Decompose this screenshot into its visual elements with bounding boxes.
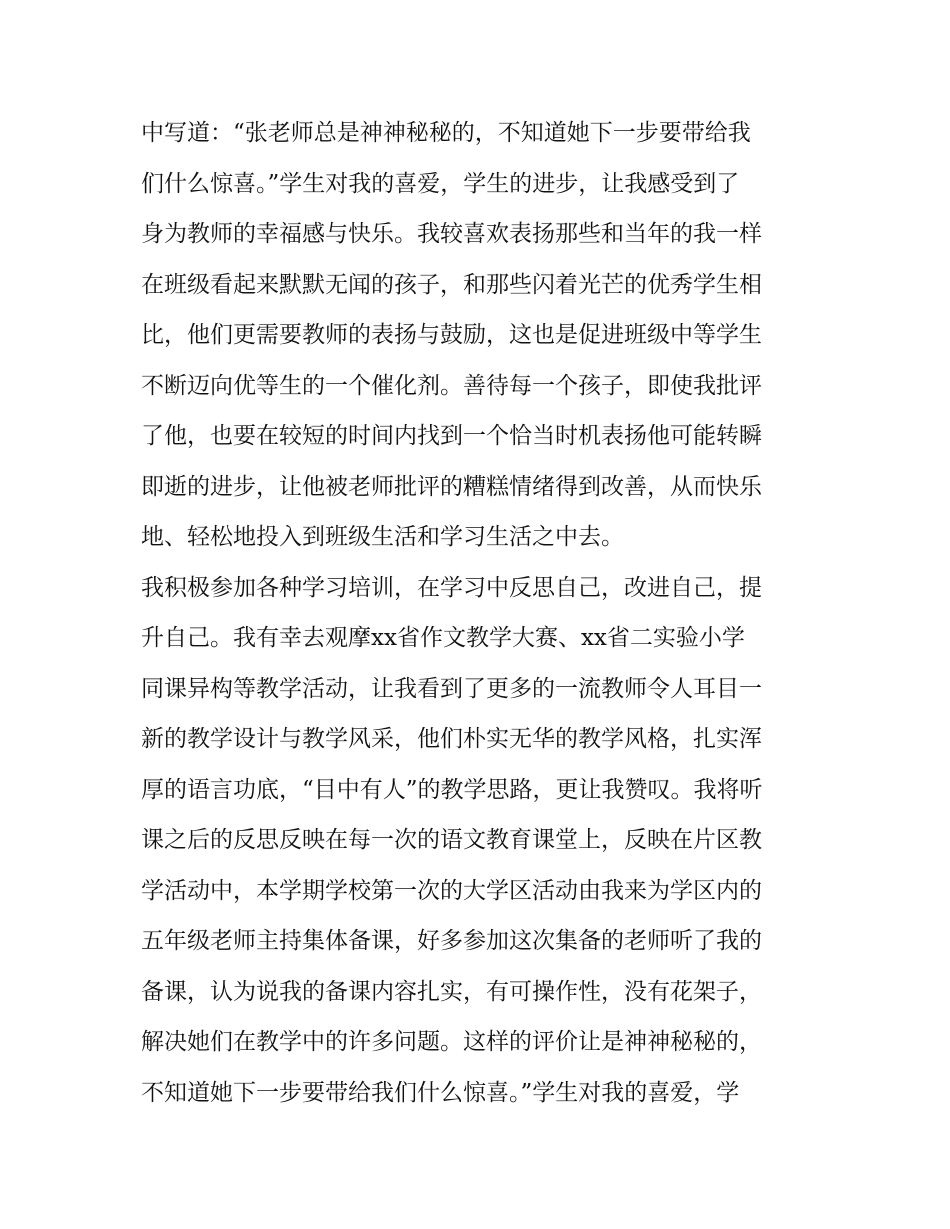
text-line: 身为教师的幸福感与快乐。我较喜欢表扬那些和当年的我一样: [141, 221, 762, 247]
text-line: 同课异构等教学活动，让我看到了更多的一流教师令人耳目一: [141, 675, 762, 702]
text-line: 备课，认为说我的备课内容扎实，有可操作性，没有花架子，: [141, 978, 762, 1005]
text-line: 我积极参加各种学习培训，在学习中反思自己，改进自己，提: [141, 574, 762, 601]
text-line: 学活动中，本学期学校第一次的大学区活动由我来为学区内的: [141, 877, 762, 904]
text-line: 地、轻松地投入到班级生活和学习生活之中去。: [141, 524, 624, 550]
body-text: [141, 108, 821, 1118]
text-line: 五年级老师主持集体备课，好多参加这次集备的老师听了我的: [141, 928, 762, 954]
text-line: 课之后的反思反映在每一次的语文教育课堂上，反映在片区教: [141, 827, 762, 853]
text-line: 新的教学设计与教学风采，他们朴实无华的教学风格，扎实浑: [141, 726, 762, 752]
text-line: 比，他们更需要教师的表扬与鼓励，这也是促进班级中等学生: [141, 322, 762, 348]
text-line: 解决她们在教学中的许多问题。这样的评价让是神神秘秘的，: [141, 1029, 762, 1055]
text-line: 不断迈向优等生的一个催化剂。善待每一个孩子，即使我批评: [141, 372, 762, 399]
text-line: 厚的语言功底，“目中有人”的教学思路，更让我赞叹。我将听: [141, 776, 763, 803]
text-line: 不知道她下一步要带给我们什么惊喜。”学生对我的喜爱，学: [141, 1079, 740, 1106]
text-line: 升自己。我有幸去观摩xx省作文教学大赛、xx省二实验小学: [141, 625, 745, 651]
text-line: 在班级看起来默默无闻的孩子，和那些闪着光芒的优秀学生相: [141, 271, 762, 298]
text-line: 中写道：“张老师总是神神秘秘的，不知道她下一步要带给我: [141, 120, 751, 146]
text-line: 即逝的进步，让他被老师批评的糟糕情绪得到改善，从而快乐: [141, 473, 762, 500]
text-line: 们什么惊喜。”学生对我的喜爱，学生的进步，让我感受到了: [141, 170, 740, 197]
text-line: 了他，也要在较短的时间内找到一个恰当时机表扬他可能转瞬: [141, 423, 762, 449]
